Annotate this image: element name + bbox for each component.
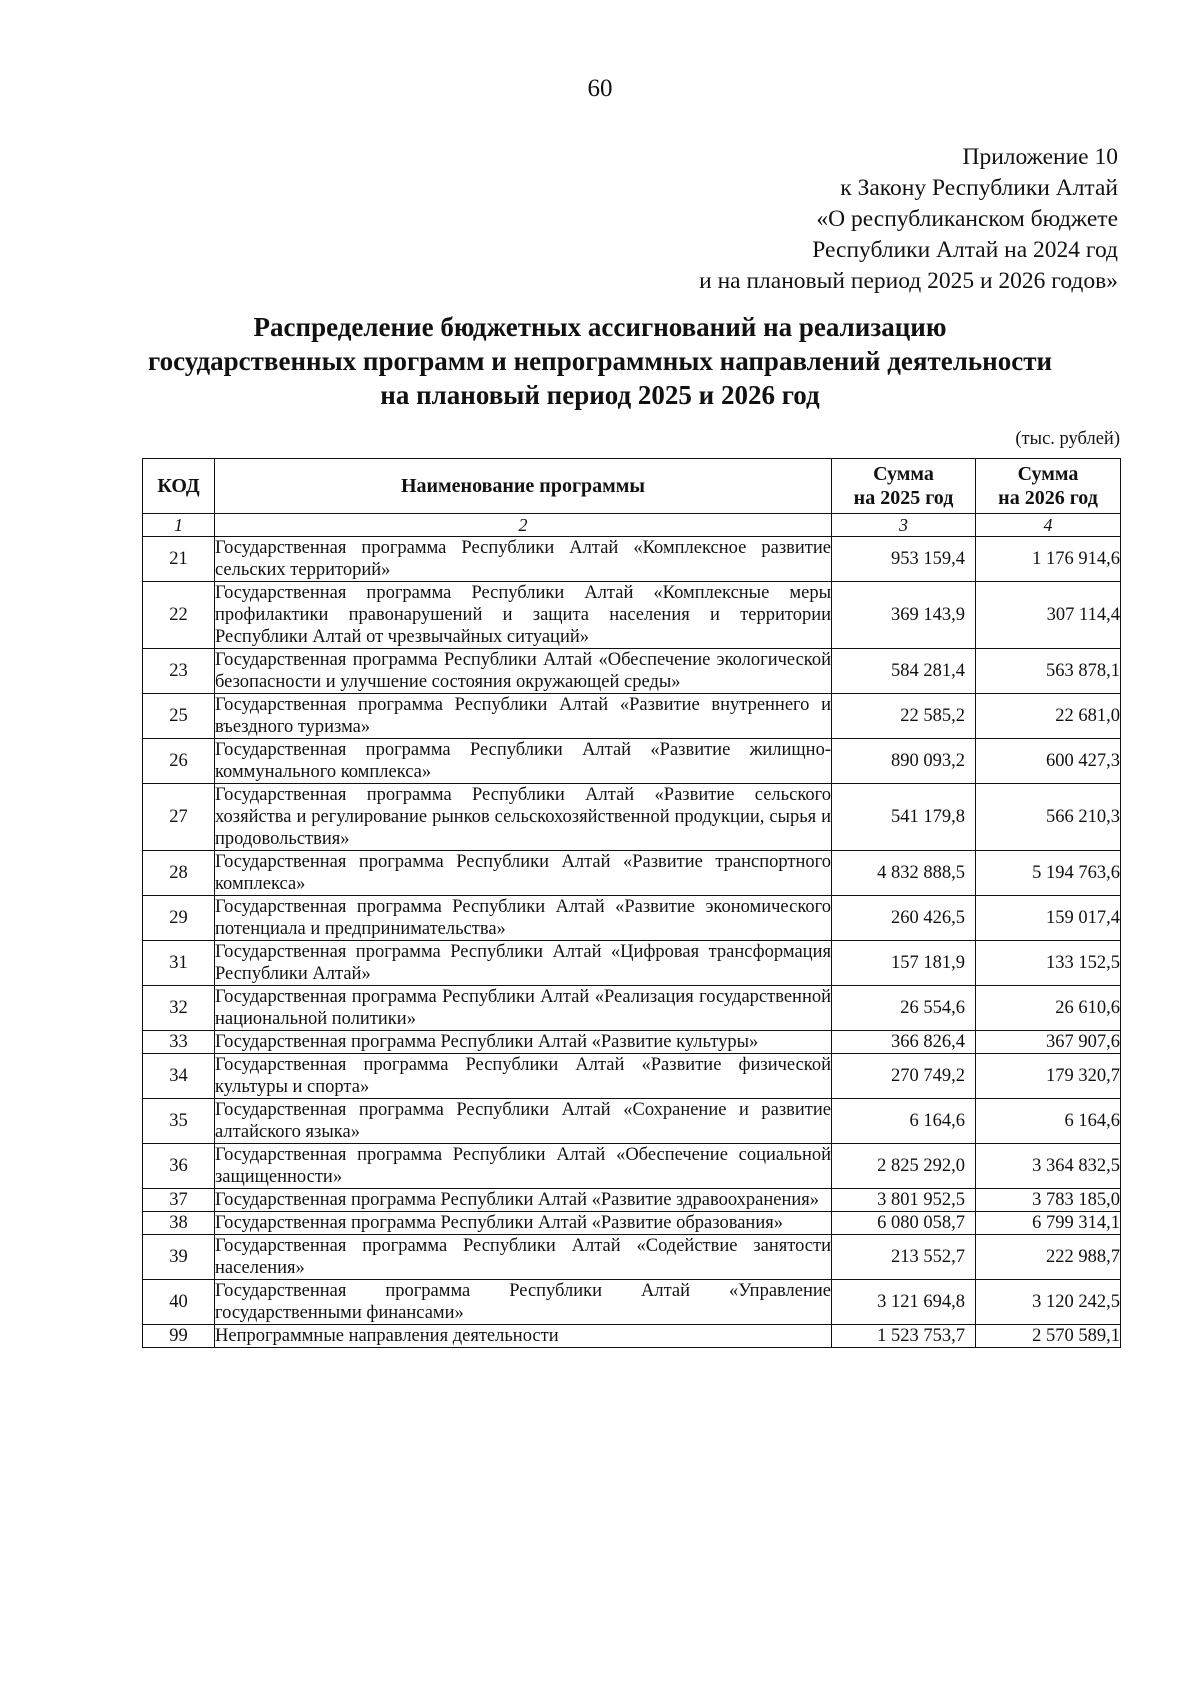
row-sum-2025: 953 159,4 [832, 537, 976, 582]
row-sum-2025: 1 523 753,7 [832, 1325, 976, 1348]
row-code: 25 [143, 694, 215, 739]
column-number: 4 [976, 514, 1121, 537]
row-sum-2025: 22 585,2 [832, 694, 976, 739]
table-row [143, 851, 1121, 896]
row-code: 28 [143, 851, 215, 896]
row-code: 32 [143, 986, 215, 1031]
header-sum-2026-line2: на 2026 год [998, 487, 1098, 509]
row-code: 39 [143, 1235, 215, 1280]
row-program-name: Государственная программа Республики Алтай «Развитие внутреннего и въездного туризма» [215, 695, 831, 737]
row-sum-2025: 369 143,9 [832, 582, 976, 649]
row-sum-2025: 584 281,4 [832, 649, 976, 694]
table-row [143, 941, 1121, 986]
row-sum-2025: 26 554,6 [832, 986, 976, 1031]
appendix-line: и на плановый период 2025 и 2026 годов» [699, 268, 1118, 294]
row-sum-2026: 3 783 185,0 [976, 1189, 1121, 1212]
table-row [143, 1054, 1121, 1099]
row-program-name: Государственная программа Республики Алтай «Развитие экономического потенциала и предпринимательства» [215, 897, 831, 939]
row-sum-2025: 270 749,2 [832, 1054, 976, 1099]
row-sum-2025: 3 801 952,5 [832, 1189, 976, 1212]
row-code: 36 [143, 1144, 215, 1189]
header-name: Наименование программы [215, 459, 832, 514]
header-sum-2025 [832, 459, 976, 514]
row-program-name: Непрограммные направления деятельности [215, 1325, 832, 1348]
row-sum-2026: 600 427,3 [976, 739, 1121, 784]
table-row [143, 1325, 1121, 1348]
row-sum-2025: 3 121 694,8 [832, 1280, 976, 1325]
row-sum-2026: 6 164,6 [976, 1099, 1121, 1144]
table-row [143, 896, 1121, 941]
appendix-line: «О республиканском бюджете [816, 206, 1118, 232]
column-number: 2 [215, 514, 832, 537]
column-numbering-row [143, 514, 1121, 537]
table-row [143, 1144, 1121, 1189]
row-program-name: Государственная программа Республики Алтай «Развитие здравоохранения» [215, 1189, 832, 1212]
row-code: 35 [143, 1099, 215, 1144]
row-sum-2026: 2 570 589,1 [976, 1325, 1121, 1348]
table-row [143, 1189, 1121, 1212]
page-number: 60 [587, 75, 613, 102]
row-sum-2026: 26 610,6 [976, 986, 1121, 1031]
row-program-name: Государственная программа Республики Алтай «Развитие сельского хозяйства и регулирование рынков сельскохозяйственной продукции, сырья и продовольствия» [215, 785, 831, 849]
row-code: 38 [143, 1212, 215, 1235]
row-code: 40 [143, 1280, 215, 1325]
table-header-row [143, 459, 1121, 514]
row-sum-2025: 6 080 058,7 [832, 1212, 976, 1235]
row-sum-2025: 541 179,8 [832, 784, 976, 851]
row-sum-2026: 1 176 914,6 [976, 537, 1121, 582]
row-program-name: Государственная программа Республики Алтай «Комплексное развитие сельских территорий» [215, 538, 831, 580]
table-row [143, 1031, 1121, 1054]
appendix-line: к Закону Республики Алтай [840, 175, 1118, 201]
row-program-name: Государственная программа Республики Алтай «Сохранение и развитие алтайского языка» [215, 1100, 831, 1142]
header-sum-2026-line1: Сумма [1017, 463, 1079, 485]
header-sum-2025-line1: Сумма [873, 463, 934, 485]
row-program-name: Государственная программа Республики Алтай «Комплексные меры профилактики правонарушений и защита населения и территории Республики Алтай от чрезвычайных ситуаций» [215, 583, 831, 647]
row-sum-2025: 4 832 888,5 [832, 851, 976, 896]
row-sum-2025: 260 426,5 [832, 896, 976, 941]
row-sum-2025: 366 826,4 [832, 1031, 976, 1054]
row-program-name: Государственная программа Республики Алтай «Управление государственными финансами» [215, 1281, 831, 1323]
title-line: на плановый период 2025 и 2026 год [380, 380, 820, 410]
header-code: КОД [143, 459, 215, 514]
appendix-line: Республики Алтай на 2024 год [812, 237, 1118, 263]
units-note: (тыс. рублей) [1015, 429, 1120, 449]
row-program-name: Государственная программа Республики Алтай «Обеспечение социальной защищенности» [215, 1145, 831, 1187]
row-sum-2026: 159 017,4 [976, 896, 1121, 941]
table-row [143, 582, 1121, 649]
row-program-name: Государственная программа Республики Алтай «Развитие жилищно-коммунального комплекса» [215, 740, 831, 782]
appendix-line: Приложение 10 [962, 144, 1118, 170]
table-row [143, 739, 1121, 784]
row-sum-2025: 213 552,7 [832, 1235, 976, 1280]
table-row [143, 986, 1121, 1031]
row-code: 26 [143, 739, 215, 784]
row-program-name: Государственная программа Республики Алтай «Реализация государственной национальной политики» [215, 987, 831, 1029]
row-program-name: Государственная программа Республики Алтай «Развитие транспортного комплекса» [215, 852, 831, 894]
row-code: 27 [143, 784, 215, 851]
header-sum-2026 [976, 459, 1121, 514]
row-code: 22 [143, 582, 215, 649]
row-code: 23 [143, 649, 215, 694]
header-sum-2025-line2: на 2025 год [853, 487, 954, 509]
row-code: 21 [143, 537, 215, 582]
title-line: Распределение бюджетных ассигнований на реализацию [253, 312, 947, 342]
row-sum-2026: 566 210,3 [976, 784, 1121, 851]
table-row [143, 784, 1121, 851]
row-program-name: Государственная программа Республики Алтай «Цифровая трансформация Республики Алтай» [215, 942, 831, 984]
row-sum-2026: 3 120 242,5 [976, 1280, 1121, 1325]
row-sum-2025: 2 825 292,0 [832, 1144, 976, 1189]
table-row [143, 1212, 1121, 1235]
column-number: 3 [832, 514, 976, 537]
row-sum-2026: 179 320,7 [976, 1054, 1121, 1099]
column-number: 1 [143, 514, 215, 537]
row-sum-2026: 307 114,4 [976, 582, 1121, 649]
row-code: 37 [143, 1189, 215, 1212]
document-title [0, 310, 1200, 412]
row-code: 31 [143, 941, 215, 986]
row-sum-2026: 5 194 763,6 [976, 851, 1121, 896]
appendix-reference [699, 142, 1118, 297]
row-sum-2026: 367 907,6 [976, 1031, 1121, 1054]
row-code: 29 [143, 896, 215, 941]
table-row [143, 1099, 1121, 1144]
row-program-name: Государственная программа Республики Алтай «Развитие образования» [215, 1212, 832, 1235]
row-program-name: Государственная программа Республики Алтай «Обеспечение экологической безопасности и улучшение состояния окружающей среды» [215, 650, 831, 692]
row-program-name: Государственная программа Республики Алтай «Содействие занятости населения» [215, 1236, 831, 1278]
row-sum-2026: 22 681,0 [976, 694, 1121, 739]
row-program-name: Государственная программа Республики Алтай «Развитие культуры» [215, 1031, 832, 1054]
row-program-name: Государственная программа Республики Алтай «Развитие физической культуры и спорта» [215, 1055, 831, 1097]
title-line: государственных программ и непрограммных направлений деятельности [147, 346, 1053, 376]
table-row [143, 1280, 1121, 1325]
row-sum-2025: 6 164,6 [832, 1099, 976, 1144]
row-code: 99 [143, 1325, 215, 1348]
row-sum-2025: 157 181,9 [832, 941, 976, 986]
row-sum-2025: 890 093,2 [832, 739, 976, 784]
table-row [143, 1235, 1121, 1280]
row-sum-2026: 563 878,1 [976, 649, 1121, 694]
budget-table [142, 458, 1121, 1348]
row-code: 33 [143, 1031, 215, 1054]
row-sum-2026: 133 152,5 [976, 941, 1121, 986]
row-sum-2026: 6 799 314,1 [976, 1212, 1121, 1235]
table-row [143, 649, 1121, 694]
table-row [143, 694, 1121, 739]
row-sum-2026: 222 988,7 [976, 1235, 1121, 1280]
row-sum-2026: 3 364 832,5 [976, 1144, 1121, 1189]
row-code: 34 [143, 1054, 215, 1099]
table-row [143, 537, 1121, 582]
